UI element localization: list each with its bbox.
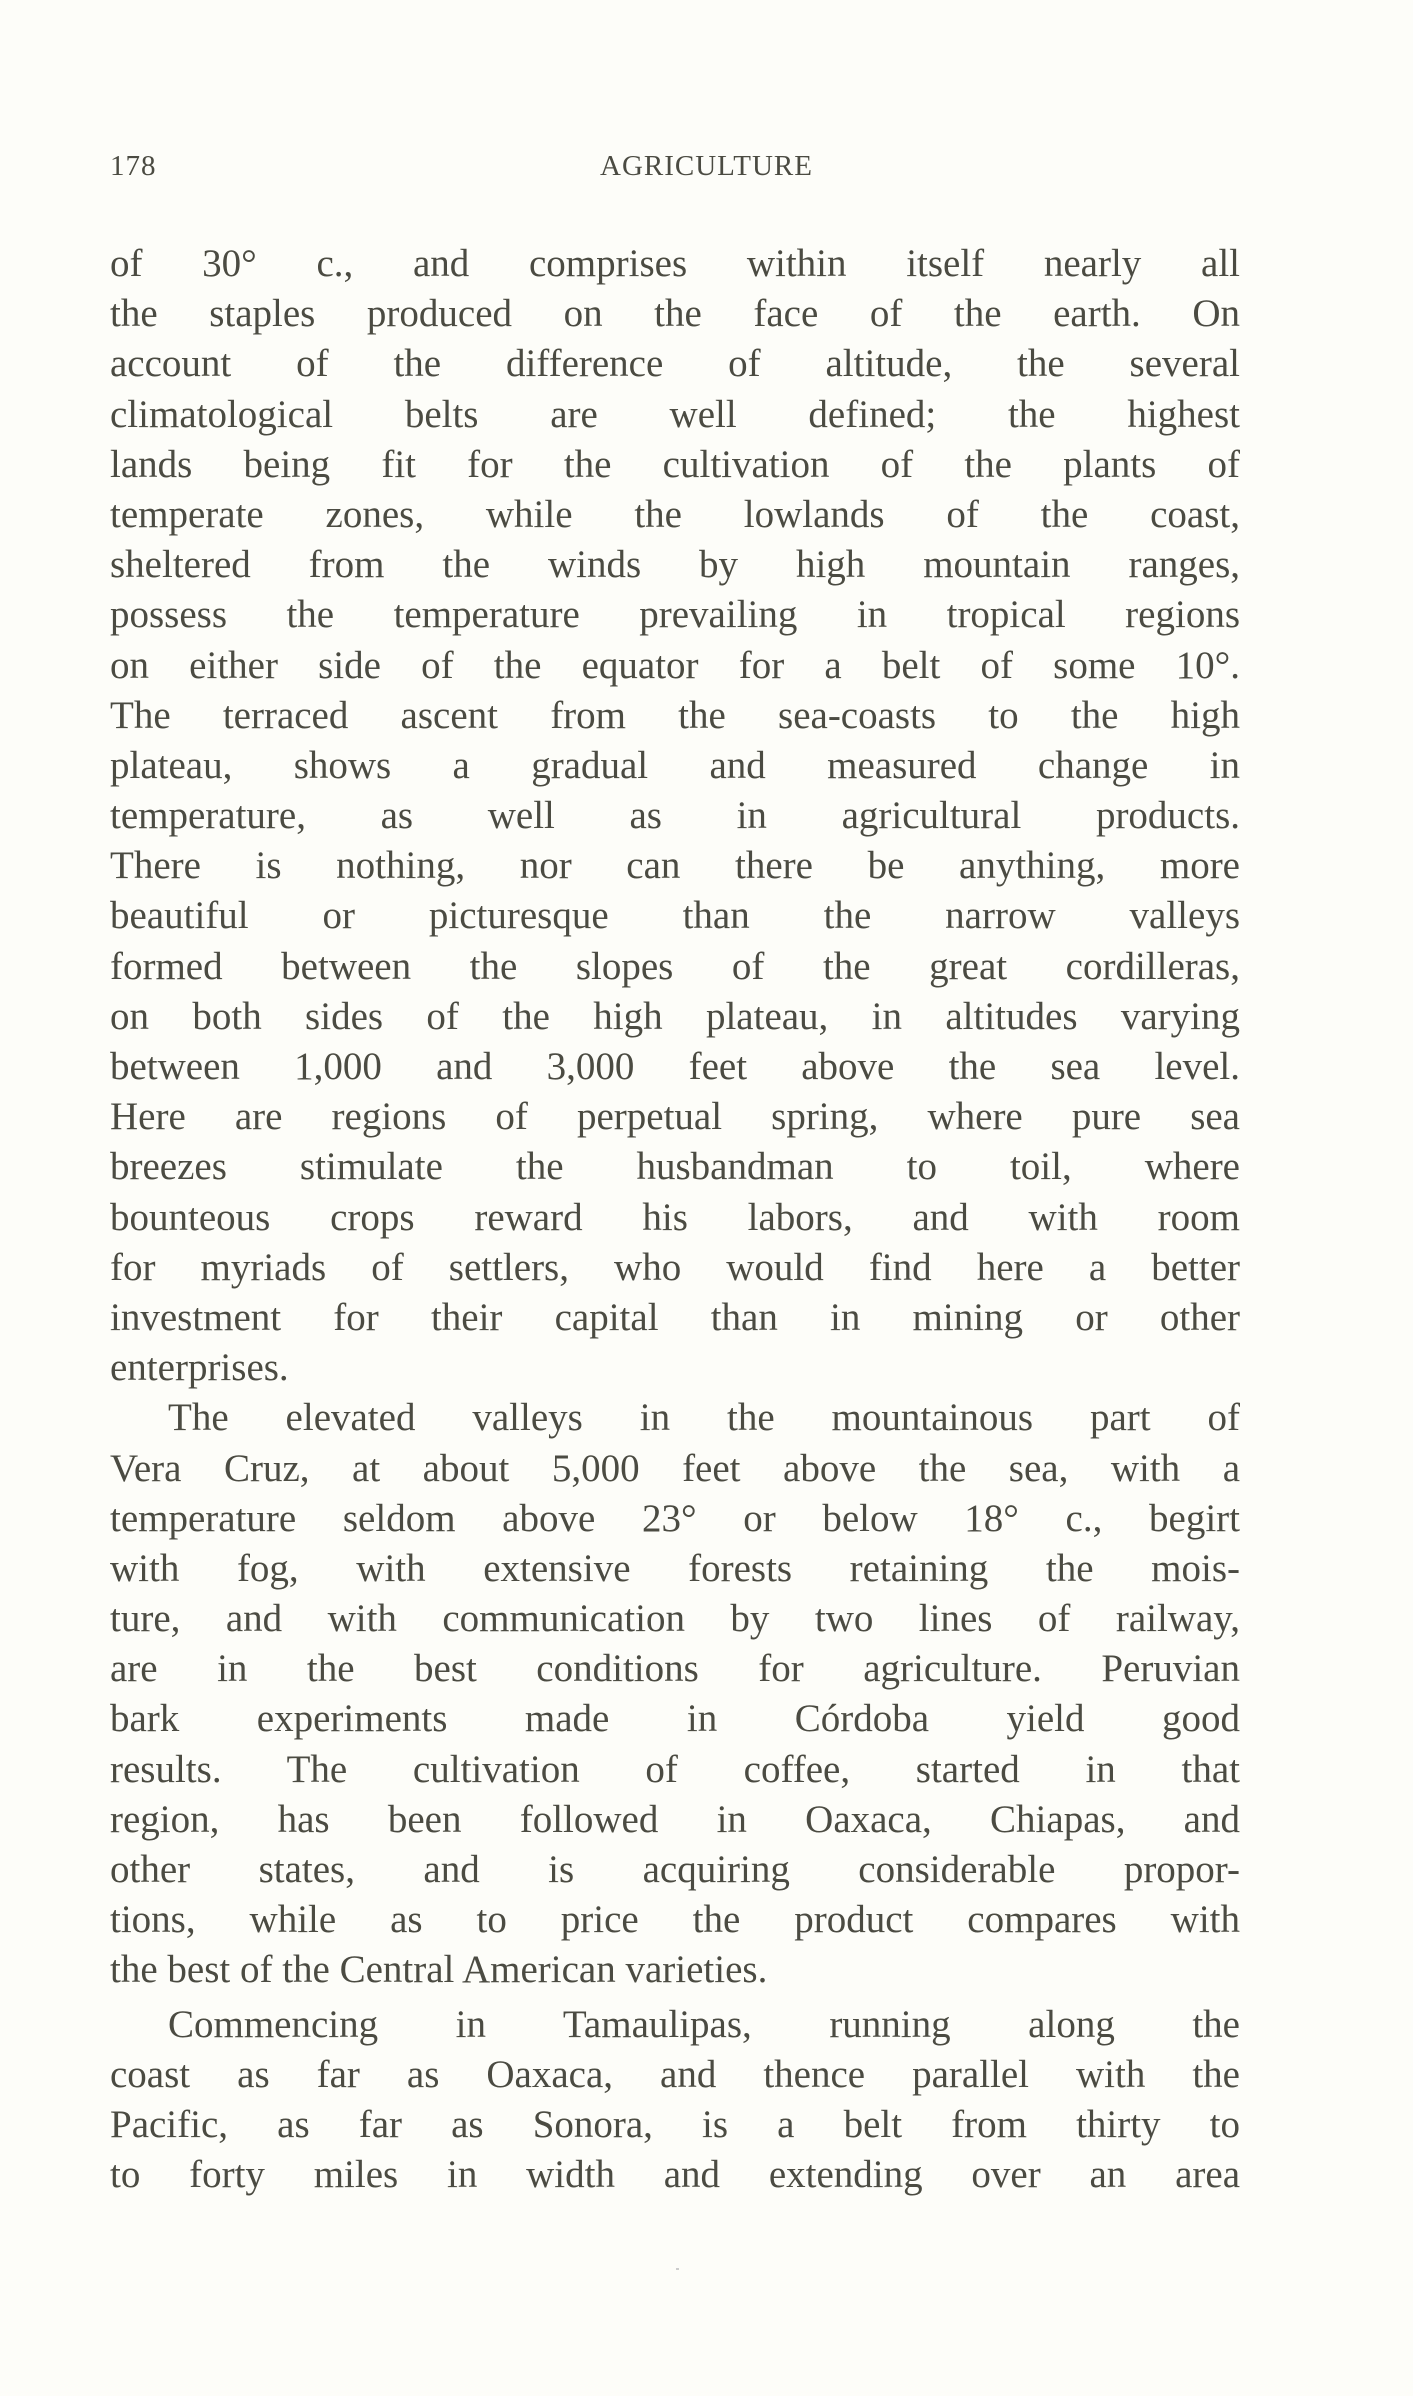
paragraph [110, 2000, 1240, 2201]
text-line: temperature, as well as in agricultural products. [110, 794, 1240, 838]
paragraph [110, 1393, 1240, 1995]
text-line: on both sides of the high plateau, in altitudes varying [110, 994, 1240, 1038]
text-line: beautiful or picturesque than the narrow valleys [110, 894, 1240, 938]
text-line: The elevated valleys in the mountainous part of [168, 1396, 1240, 1440]
text-line: Vera Cruz, at about 5,000 feet above the sea, with a [110, 1446, 1240, 1490]
body-text [110, 239, 1240, 2200]
text-line: Commencing in Tamaulipas, running along the [168, 2002, 1240, 2046]
text-line: temperate zones, while the lowlands of the coast, [110, 492, 1240, 536]
text-line: climatological belts are well defined; the highest [110, 392, 1240, 436]
page-number: 178 [110, 150, 157, 182]
text-line: Here are regions of perpetual spring, where pure sea [110, 1095, 1240, 1139]
text-line: for myriads of settlers, who would find here a better [110, 1245, 1240, 1289]
text-line: other states, and is acquiring considerable propor- [110, 1848, 1240, 1891]
text-line: the best of the Central American varieties. [110, 1948, 768, 1992]
running-head: AGRICULTURE [600, 150, 813, 182]
text-line: breezes stimulate the husbandman to toil, where [110, 1145, 1240, 1189]
text-line: sheltered from the winds by high mountain ranges, [110, 543, 1240, 587]
text-line: to forty miles in width and extending over an area [110, 2153, 1240, 2197]
text-line: results. The cultivation of coffee, started in that [110, 1747, 1240, 1791]
text-line: between 1,000 and 3,000 feet above the sea level. [110, 1045, 1240, 1088]
text-line: bounteous crops reward his labors, and with room [110, 1195, 1240, 1239]
text-line: account of the difference of altitude, the several [110, 342, 1240, 386]
text-line: plateau, shows a gradual and measured change in [110, 743, 1240, 787]
text-line: on either side of the equator for a belt of some 10°. [110, 643, 1240, 687]
text-line: The terraced ascent from the sea-coasts to the high [110, 693, 1240, 737]
paragraph [110, 239, 1240, 1393]
text-line: Pacific, as far as Sonora, is a belt from thirty to [110, 2102, 1240, 2146]
text-line: bark experiments made in Córdoba yield good [110, 1697, 1240, 1741]
text-line: with fog, with extensive forests retaining the mois- [110, 1546, 1240, 1590]
text-line: investment for their capital than in mining or other [110, 1295, 1240, 1339]
text-line: region, has been followed in Oaxaca, Chiapas, and [110, 1797, 1240, 1841]
text-line: There is nothing, nor can there be anything, more [110, 844, 1240, 888]
text-line: formed between the slopes of the great cordilleras, [110, 944, 1240, 988]
text-line: possess the temperature prevailing in tropical regions [110, 593, 1240, 637]
text-line: of 30° c., and comprises within itself nearly all [110, 242, 1240, 285]
text-line: coast as far as Oaxaca, and thence parallel with the [110, 2052, 1240, 2096]
text-line: temperature seldom above 23° or below 18° c., begirt [110, 1496, 1240, 1540]
text-line: lands being fit for the cultivation of the plants of [110, 442, 1240, 486]
scan-speck [676, 2268, 679, 2270]
text-line: enterprises. [110, 1346, 289, 1390]
text-line: are in the best conditions for agriculture. Peruvian [110, 1647, 1240, 1691]
text-line: ture, and with communication by two lines of railway, [110, 1597, 1240, 1641]
text-line: the staples produced on the face of the earth. On [110, 292, 1240, 336]
text-line: tions, while as to price the product compares with [110, 1898, 1240, 1942]
